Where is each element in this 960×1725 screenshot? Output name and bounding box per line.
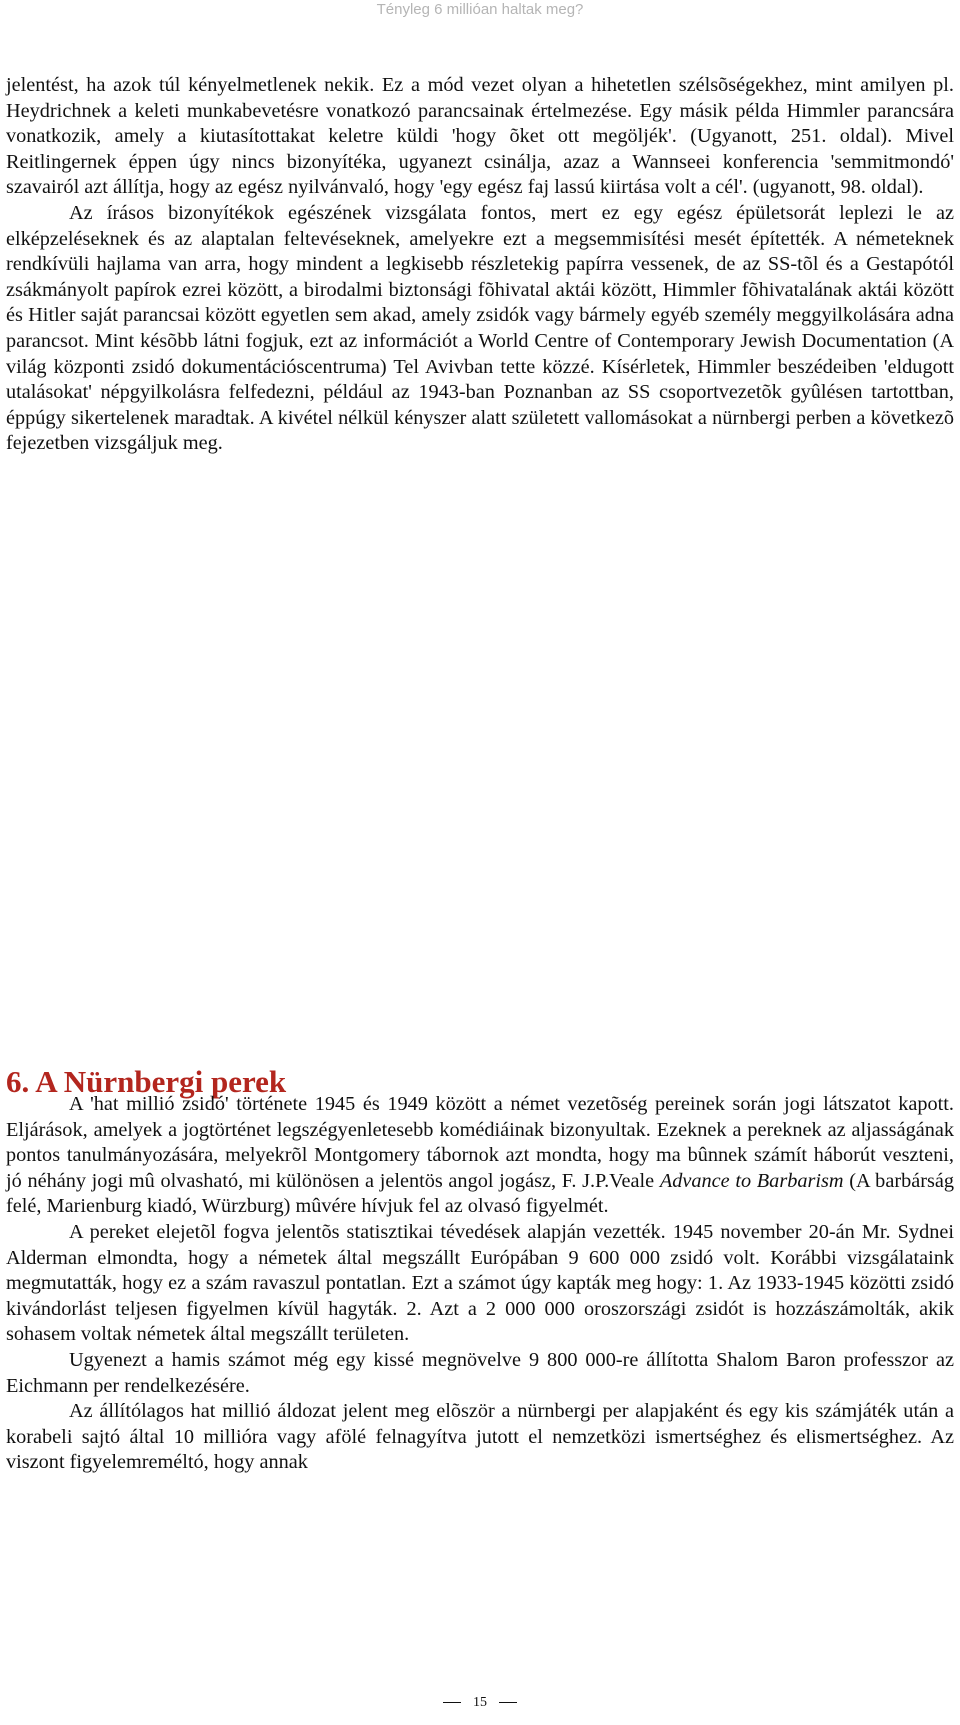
page-number: 15 (473, 1695, 487, 1710)
paragraph: Az írásos bizonyítékok egészének vizsgálata fontos, mert ez egy egész épületsorát leplezi le az elképzeléseknek és az alaptalan feltevéseknek, amelyekre ezt a megsemmisítési mesét építették. A németeknek rendkívüli hajlama van arra, hogy mindent a legkisebb részletekig papírra vessenek, de az SS-tõl és a Gestapótól zsákmányolt papírok ezrei között, a birodalmi biztonsági fõhivatal aktái között, Himmler fõhivatalának aktái között és Hitler saját parancsai között egyetlen sem akad, amely zsidók vagy bármely egyéb személy meggyilkolására adna parancsot. Mint késõbb látni fogjuk, ezt az információt a World Centre of Contemporary Jewish Documentation (A világ központi zsidó dokumentációscentruma) Tel Avivban tette közzé. Kísérletek, Himmler beszédeiben 'eldugott utalásokat' népgyilkolásra felfedezni, például az 1943-ban Poznanban az SS csoportvezetõk gyûlésen tartottban, éppúgy sikertelenek maradtak. A kivétel nélkül kényszer alatt született vallomásokat a nürnbergi perben a következõ fejezetben vizsgáljuk meg. (6, 201, 954, 455)
footer-dash-right (499, 1702, 517, 1703)
running-header: Tényleg 6 millióan haltak meg? (376, 1, 584, 18)
chapter-title: A Nürnbergi perek (35, 1064, 287, 1099)
paragraph-text: A 'hat millió zsidó' története 1945 és 1949 között a német vezetõség pereinek során jogi látszatot kapott. Eljárások, amelyek a jogtörténet legszégyenletesebb komédiáinak bizonyultak. Ezeknek a pereknek az aljasságának pontos tanulmányozására, melyekrõl Montgomery tábornok azt mondta, hogy ma bûnnek számít háborút veszteni, jó néhány jogi mû olvasható, mi különösen a jelentös angol jogász, F. J.P.Veale (6, 1093, 954, 1192)
body-text-chapter (6, 1092, 954, 1476)
body-text-top (6, 73, 954, 457)
paragraph: Az állítólagos hat millió áldozat jelent meg elõször a nürnbergi per alapjaként és egy kis számjáték után a korabeli sajtó által 10 millióra vagy afölé felnagyítva jutott el nemzetközi ismertséghez és elismertséghez. Az viszont figyelemreméltó, hogy annak (6, 1400, 954, 1474)
paragraph-text: (A barbárság felé, Marienburg kiadó, Würzburg) mûvére hívjuk fel az olvasó figyelmét. (6, 1169, 955, 1218)
footer-dash-left (443, 1702, 461, 1703)
chapter-number: 6. (6, 1064, 30, 1099)
paragraph: A pereket elejetõl fogva jelentõs statisztikai tévedések alapján vezették. 1945 november 20-án Mr. Sydnei Alderman elmondta, hogy a németek által megszállt Európában 9 600 000 zsidó volt. Korábbi vizsgálataink megmutatták, hogy ez a szám ravaszul pontatlan. Ezt a számot úgy kapták meg hogy: 1. Az 1933-1945 közötti zsidó kivándorlást teljesen figyelmen kívül hagyták. 2. Azt a 2 000 000 oroszországi zsidót is hozzászámolták, akik sohasem voltak németek által megszállt területen. (6, 1220, 954, 1346)
book-title-italic: Barbarism (756, 1169, 844, 1192)
page-footer (0, 1694, 960, 1712)
book-title-italic: Advance to (659, 1169, 752, 1192)
paragraph: Ugyenezt a hamis számot még egy kissé megnövelve 9 800 000-re állította Shalom Baron professzor az Eichmann per rendelkezésére. (6, 1348, 954, 1397)
paragraph (6, 1092, 954, 1220)
paragraph-continuation: jelentést, ha azok túl kényelmetlenek nekik. Ez a mód vezet olyan a hihetetlen szélsõségekhez, mint amilyen pl. Heydrichnek a keleti munkabevetésre vonatkozó parancsainak értelmezése. Egy másik példa Himmler parancsára vonatkozik, amely a kiutasítottakat keletre küldi 'hogy õket ott megöljék'. (Ugyanott, 251. oldal). Mivel Reitlingernek éppen úgy nincs bizonyítéka, ugyanezt csinálja, azaz a Wannseei konferencia 'semmitmondó' szavairól azt állítja, hogy az egész nyilvánvaló, hogy 'egy egész faj lassú kiirtása volt a cél'. (ugyanott, 98. oldal). (6, 74, 954, 199)
